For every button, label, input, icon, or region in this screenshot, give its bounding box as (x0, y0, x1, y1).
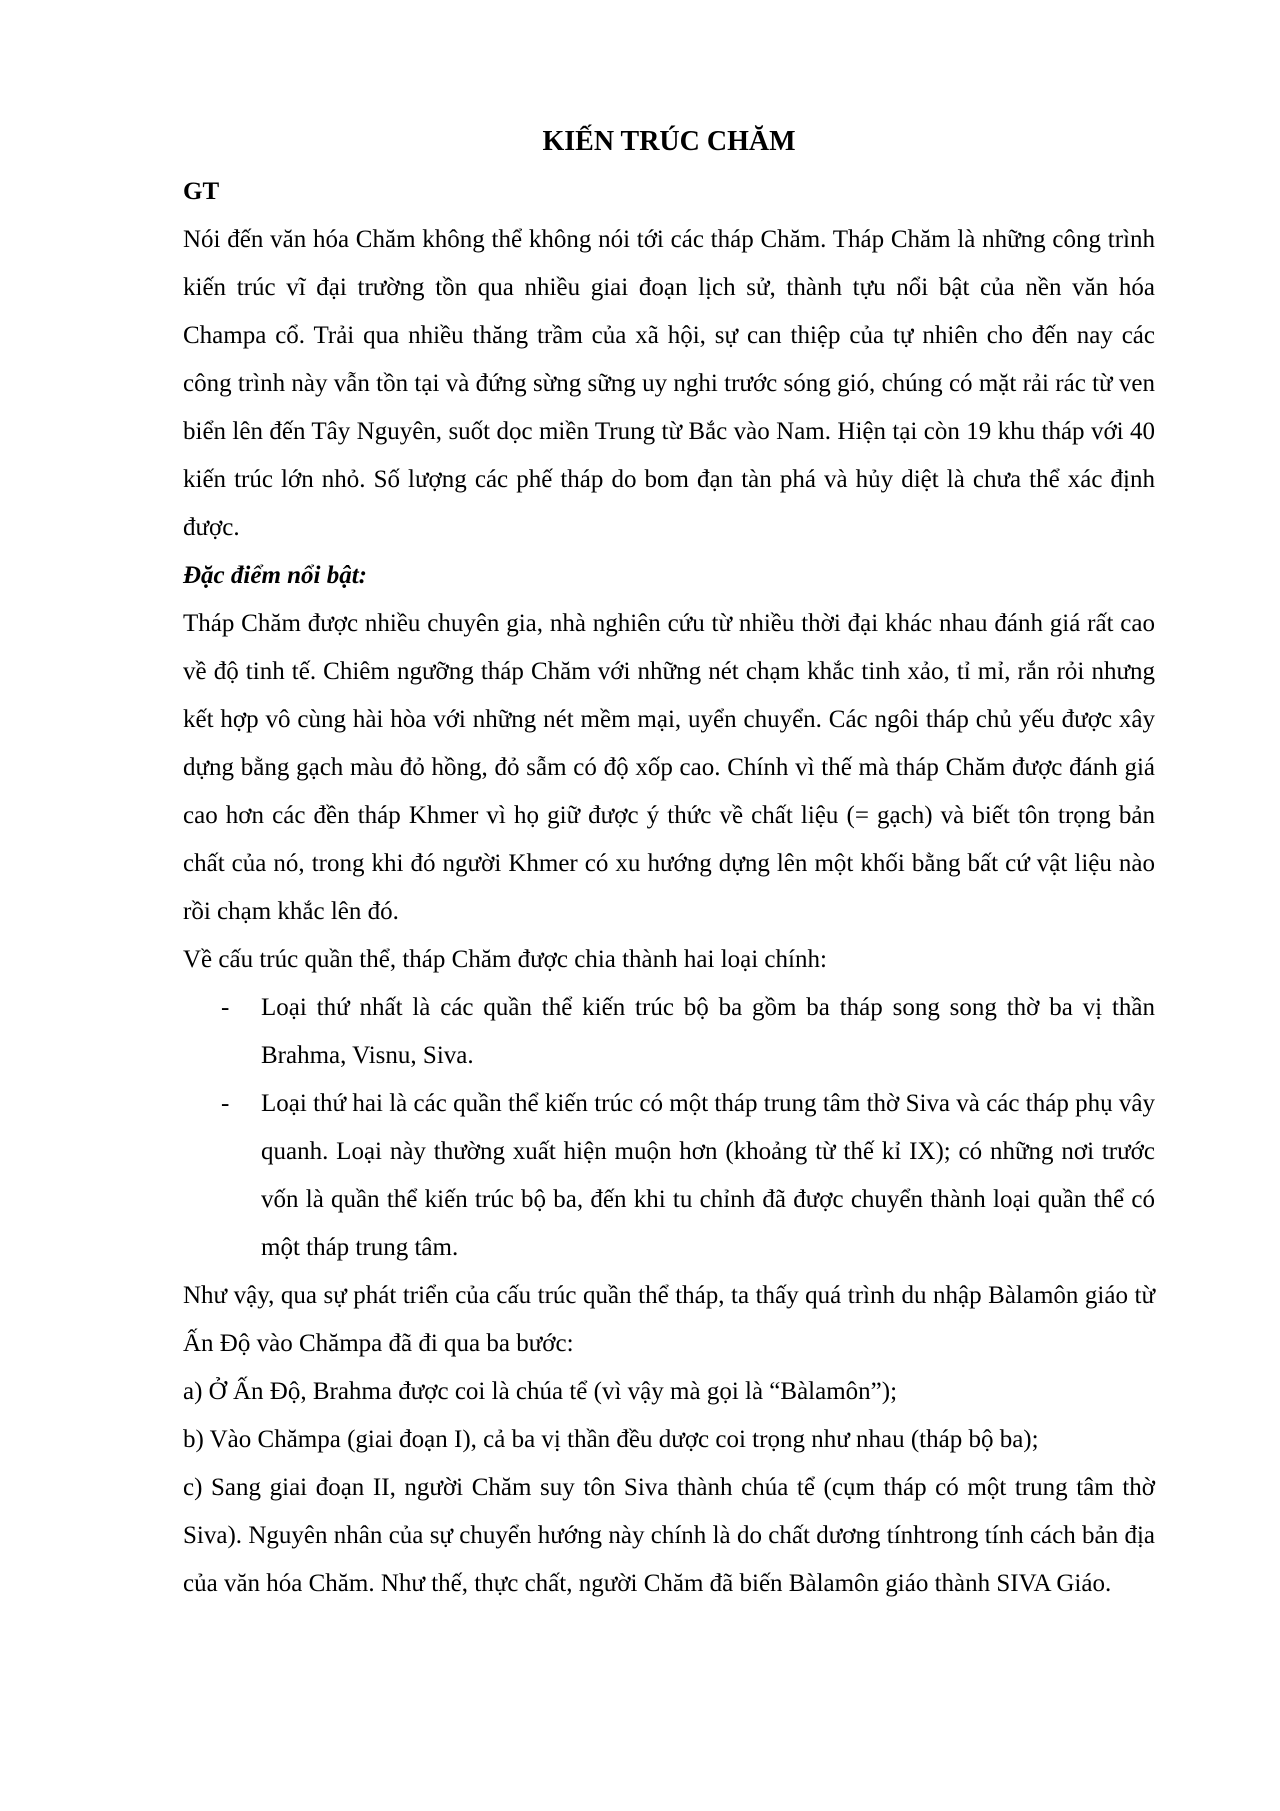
tower-types-list (183, 984, 1155, 1272)
list-item (183, 1080, 1155, 1272)
list-item-text: Loại thứ nhất là các quần thể kiến trúc bộ ba gồm ba tháp song song thờ ba vị thần Brahma, Visnu, Siva. (261, 994, 1155, 1069)
step-a-paragraph: a) Ở Ấn Độ, Brahma được coi là chúa tể (vì vậy mà gọi là “Bàlamôn”); (183, 1378, 898, 1405)
list-item-text: Loại thứ hai là các quần thể kiến trúc có một tháp trung tâm thờ Siva và các tháp phụ vây quanh. Loại này thường xuất hiện muộn hơn (khoảng từ thế kỉ IX); có những nơi trước vốn là quần thể kiến trúc bộ ba, đến khi tu chỉnh đã được chuyển thành loại quần thể có một tháp trung tâm. (261, 1090, 1155, 1261)
step-b-paragraph: b) Vào Chămpa (giai đoạn I), cả ba vị thần đều dược coi trọng như nhau (tháp bộ ba); (183, 1426, 1039, 1453)
step-c-paragraph: c) Sang giai đoạn II, người Chăm suy tôn Siva thành chúa tể (cụm tháp có một trung tâm thờ Siva). Nguyên nhân của sự chuyển hướng này chính là do chất dương tínhtrong tính cách bản địa của văn hóa Chăm. Như thế, thực chất, người Chăm đã biến Bàlamôn giáo thành SIVA Giáo. (183, 1474, 1155, 1597)
development-paragraph: Như vậy, qua sự phát triển của cấu trúc quần thể tháp, ta thấy quá trình du nhập Bàlamôn giáo từ Ấn Độ vào Chămpa đã đi qua ba bước: (183, 1282, 1155, 1357)
intro-paragraph: Nói đến văn hóa Chăm không thể không nói tới các tháp Chăm. Tháp Chăm là những công trình kiến trúc vĩ đại trường tồn qua nhiều giai đoạn lịch sử, thành tựu nổi bật của nền văn hóa Champa cổ. Trải qua nhiều thăng trầm của xã hội, sự can thiệp của tự nhiên cho đến nay các công trình này vẫn tồn tại và đứng sừng sững uy nghi trước sóng gió, chúng có mặt rải rác từ ven biển lên đến Tây Nguyên, suốt dọc miền Trung từ Bắc vào Nam. Hiện tại còn 19 khu tháp với 40 kiến trúc lớn nhỏ. Số lượng các phế tháp do bom đạn tàn phá và hủy diệt là chưa thể xác định được. (183, 226, 1155, 541)
document-title: KIẾN TRÚC CHĂM (542, 126, 796, 157)
section-heading-gt: GT (183, 178, 220, 205)
list-bullet: - (221, 1090, 230, 1117)
features-heading: Đặc điểm nổi bật: (183, 562, 368, 589)
list-item (183, 984, 1155, 1080)
list-bullet: - (221, 994, 230, 1021)
structure-intro-paragraph: Về cấu trúc quần thể, tháp Chăm được chia thành hai loại chính: (183, 946, 827, 973)
document-page (183, 118, 1155, 1608)
features-paragraph: Tháp Chăm được nhiều chuyên gia, nhà nghiên cứu từ nhiều thời đại khác nhau đánh giá rất cao về độ tinh tế. Chiêm ngưỡng tháp Chăm với những nét chạm khắc tinh xảo, tỉ mỉ, rắn rỏi nhưng kết hợp vô cùng hài hòa với những nét mềm mại, uyển chuyển. Các ngôi tháp chủ yếu được xây dựng bằng gạch màu đỏ hồng, đỏ sẫm có độ xốp cao. Chính vì thế mà tháp Chăm được đánh giá cao hơn các đền tháp Khmer vì họ giữ được ý thức về chất liệu (= gạch) và biết tôn trọng bản chất của nó, trong khi đó người Khmer có xu hướng dựng lên một khối bằng bất cứ vật liệu nào rồi chạm khắc lên đó. (183, 610, 1155, 925)
